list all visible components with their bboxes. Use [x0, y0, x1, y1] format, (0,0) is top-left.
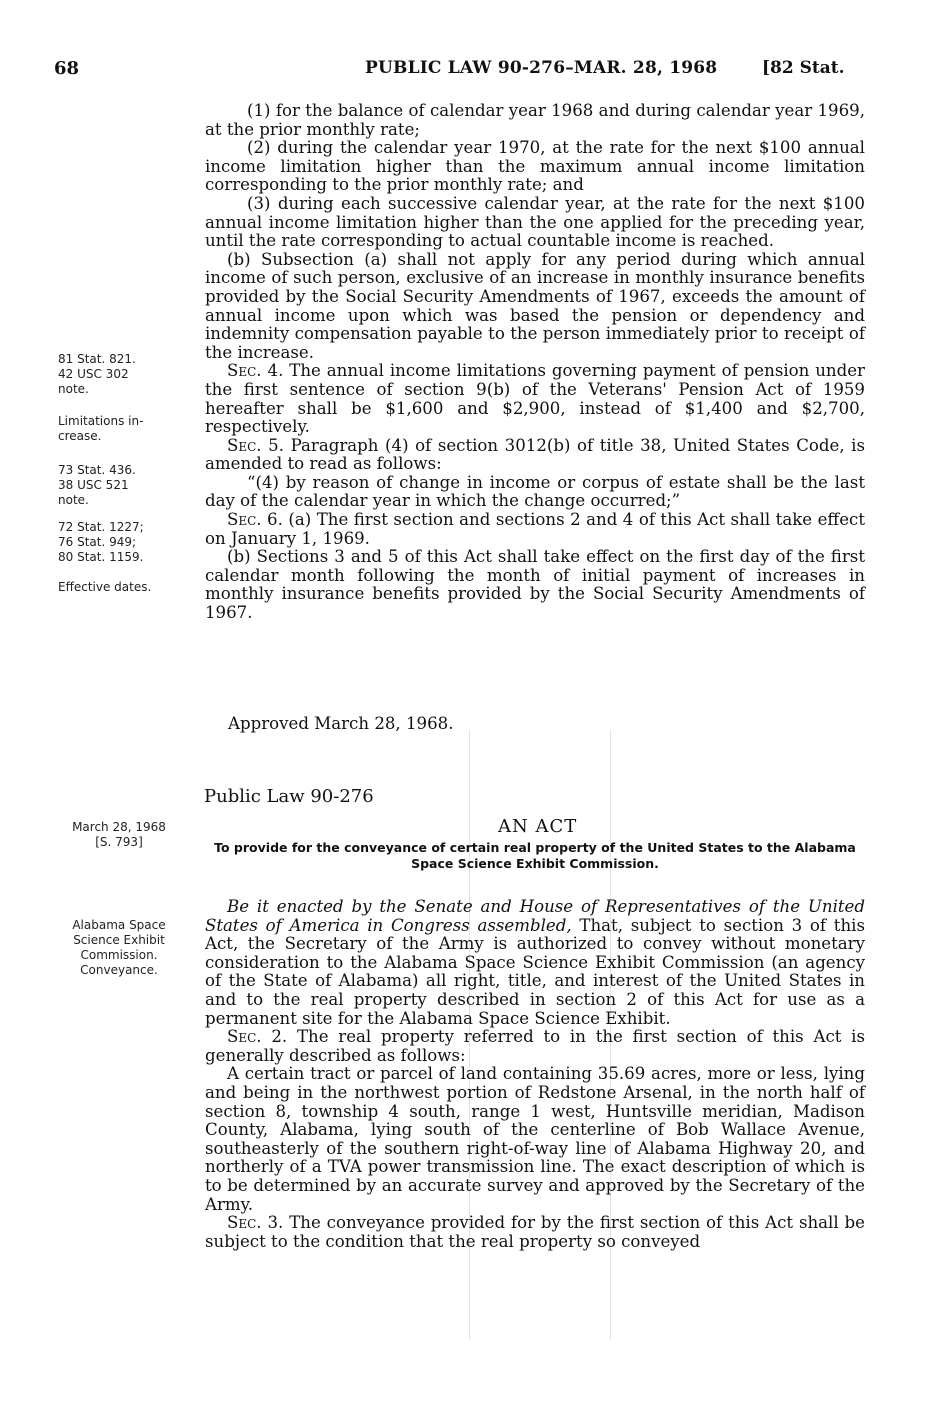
margin-note-stat-1227: 72 Stat. 1227; 76 Stat. 949; 80 Stat. 1159. [58, 520, 144, 564]
section-2: Sec. 2. The real property referred to in the first section of this Act is generally described as follows: [205, 1027, 865, 1065]
enacting-clause: Be it enacted by the Senate and House of Representatives of the United States of America in Congress assembled, That, subject to section 3 of this Act, the Secretary of the Army is authorized to convey without monetary consideration to the Alabama Space Science Exhibit Commission (an agency of the State of Alabama) all right, title, and interest of the United States in and to the real property described in section 2 of this Act for use as a permanent site for the Alabama Space Science Exhibit. [205, 897, 865, 1028]
public-law-number: Public Law 90-276 [204, 786, 374, 807]
paragraph: (2) during the calendar year 1970, at the rate for the next $100 annual income limitation higher than the maximum annual income limitation corresponding to the prior monthly rate; and [205, 138, 865, 195]
stat-reference: [82 Stat. [762, 58, 845, 78]
margin-note-date: March 28, 1968 [S. 793] [72, 820, 166, 849]
page-number: 68 [54, 58, 80, 79]
act-heading: AN ACT [498, 816, 578, 837]
margin-note-conveyance: Alabama Space Science Exhibit Commission. Conveyance. [72, 918, 166, 977]
section-5: Sec. 5. Paragraph (4) of section 3012(b) of title 38, United States Code, is amended to read as follows: [205, 435, 865, 474]
quoted-paragraph: “(4) by reason of change in income or corpus of estate shall be the last day of the calendar year in which the change occurred;” [205, 472, 865, 511]
margin-note-stat-436: 73 Stat. 436. 38 USC 521 note. [58, 463, 136, 507]
act-purpose: To provide for the conveyance of certain real property of the United States to the Alabama Space Science Exhibit Commission. [214, 840, 856, 871]
body-text-block-1 [205, 102, 865, 623]
margin-note-limitations: Limitations in- crease. [58, 414, 144, 443]
body-text-block-2 [205, 898, 865, 1251]
tract-description: A certain tract or parcel of land containing 35.69 acres, more or less, lying and being in the northwest portion of Redstone Arsenal, in the north half of section 8, township 4 south, range 1 west, Huntsville meridian, Madison County, Alabama, lying south of the centerline of Bob Wallace Avenue, southeasterly of the southern right-of-way line of Alabama Highway 20, and northerly of a TVA power transmission line. The exact description of which is to be determined by an accurate survey and approved by the Secretary of the Army. [205, 1064, 865, 1214]
paragraph: (b) Subsection (a) shall not apply for any period during which annual income of such person, exclusive of an increase in monthly insurance benefits provided by the Social Security Amendments of 1967, exceeds the amount of annual income upon which was based the pension or dependency and indemnity compensation payable to the person immediately prior to receipt of the increase. [205, 249, 865, 362]
margin-note-stat-821: 81 Stat. 821. 42 USC 302 note. [58, 352, 136, 396]
margin-note-effective-dates: Effective dates. [58, 580, 152, 594]
paragraph: (b) Sections 3 and 5 of this Act shall take effect on the first day of the first calendar month following the month of initial payment of increases in monthly insurance benefits provided by the Social Security Amendments of 1967. [205, 547, 865, 623]
section-4: Sec. 4. The annual income limitations governing payment of pension under the first sentence of section 9(b) of the Veterans' Pension Act of 1959 hereafter shall be $1,600 and $2,900, instead of $1,400 and $2,700, respectively. [205, 361, 865, 437]
section-3: Sec. 3. The conveyance provided for by the first section of this Act shall be subject to the condition that the real property so conveyed [205, 1213, 865, 1251]
page-header [0, 58, 949, 82]
section-6: Sec. 6. (a) The first section and sections 2 and 4 of this Act shall take effect on January 1, 1969. [205, 510, 865, 548]
page-title: PUBLIC LAW 90-276–MAR. 28, 1968 [365, 58, 718, 78]
paragraph: (3) during each successive calendar year, at the rate for the next $100 annual income limitation higher than the one applied for the preceding year, until the rate corresponding to actual countable income is reached. [205, 193, 865, 251]
approved-date: Approved March 28, 1968. [228, 714, 454, 733]
paragraph: (1) for the balance of calendar year 1968 and during calendar year 1969, at the prior monthly rate; [205, 101, 865, 139]
